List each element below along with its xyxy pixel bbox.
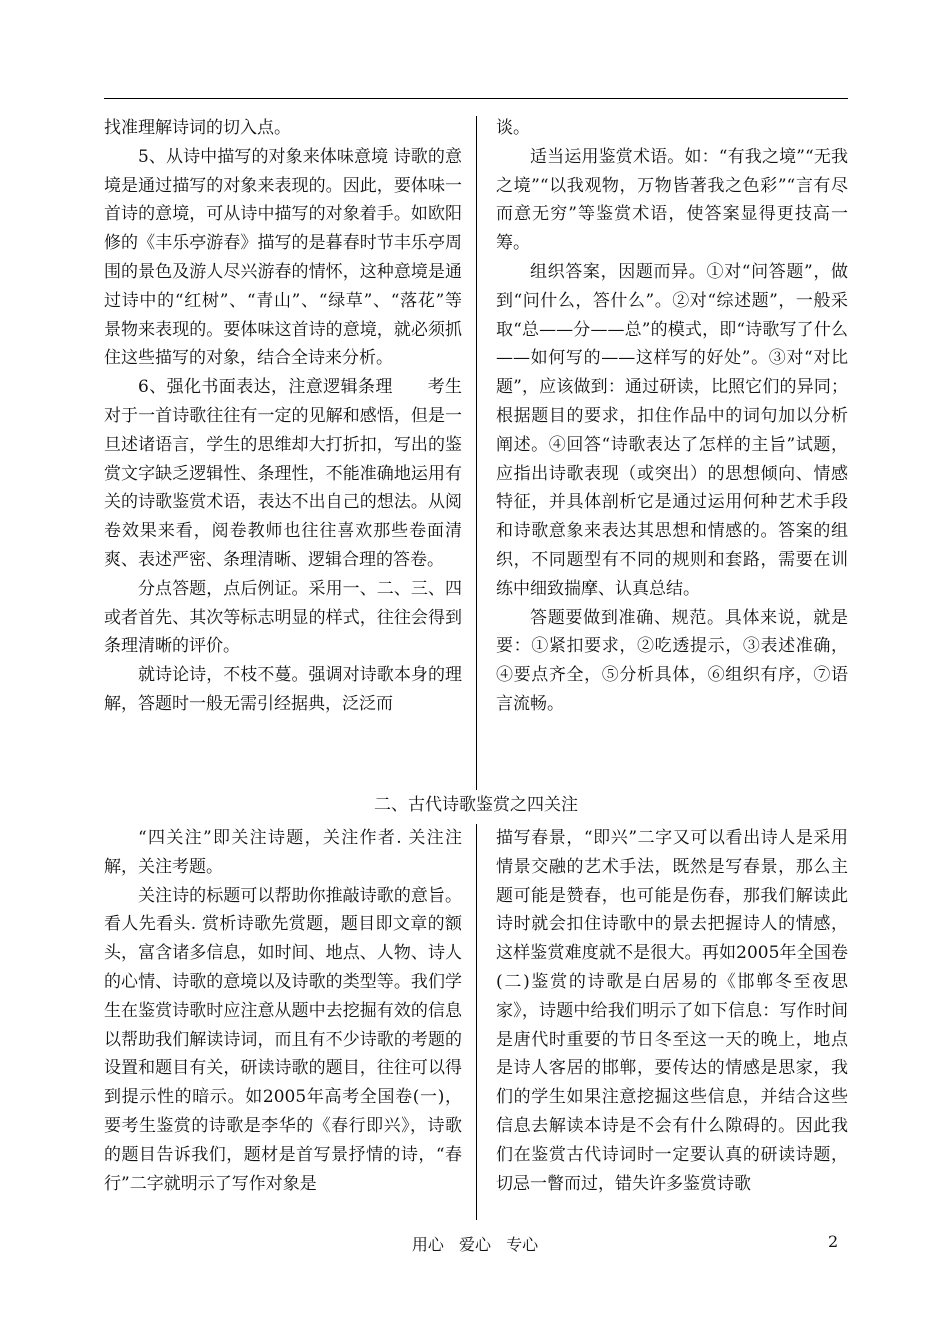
section2-right-column [496,824,848,1198]
paragraph: 适当运用鉴赏术语。如：“有我之境”“无我之境”“以我观物，万物皆著我之色彩”“言有尽而意无穷”等鉴赏术语，使答案显得更技高一筹。 [496,146,848,254]
column-divider [476,824,477,1220]
section1-right-column [496,114,848,719]
paragraph: 答题要做到准确、规范。具体来说，就是要：①紧扣要求，②吃透提示，③表述准确，④要点齐全，⑤分析具体，⑥组织有序，⑦语言流畅。 [496,607,848,714]
paragraph: 组织答案，因题而异。①对“问答题”，做到“问什么，答什么”。②对“综述题”，一般采取“总——分——总”的模式，即“诗歌写了什么——如何写的——这样写的好处”。③对“对比题”，应该做到：通过研读，比照它们的异同；根据题目的要求，扣住作品中的词句加以分析阐述。④回答“诗歌表达了怎样的主旨”试题，应指出诗歌表现（或突出）的思想倾向、情感特征，并具体剖析它是通过运用何种艺术手段和诗歌意象来表达其思想和情感的。答案的组织，不同题型有不同的规则和套路，需要在训练中细致揣摩、认真总结。 [496,261,848,599]
paragraph: 5、从诗中描写的对象来体味意境 诗歌的意境是通过描写的对象来表现的。因此，要体味一首诗的意境，可从诗中描写的对象着手。如欧阳修的《丰乐亭游春》描写的是暮春时节丰乐亭周围的景色及游人尽兴游春的情怀，这种意境是通过诗中的“红树”、“青山”、“绿草”、“落花”等景物来表现的。要体味这首诗的意境，就必须抓住这些描写的对象，结合全诗来分析。 [104,146,462,369]
paragraph: 谈。 [496,118,530,138]
column-divider [476,116,477,790]
paragraph: 6、强化书面表达，注意逻辑条理 考生对于一首诗歌往往有一定的见解和感悟，但是一旦述诸语言，学生的思维却大打折扣，写出的鉴赏文字缺乏逻辑性、条理性，不能准确地运用有关的诗歌鉴赏术语，表达不出自己的想法。从阅卷效果来看，阅卷教师也往往喜欢那些卷面清爽、表述严密、条理清晰、逻辑合理的答卷。 [104,377,462,570]
paragraph: “四关注”即关注诗题，关注作者. 关注注解，关注考题。 [104,828,462,877]
paragraph: 关注诗的标题可以帮助你推敲诗歌的意旨。看人先看头. 赏析诗歌先赏题，题目即文章的额头，富含诸多信息，如时间、地点、人物、诗人的心情、诗歌的意境以及诗歌的类型等。我们学生在鉴赏诗歌时应注意从题中去挖掘有效的信息以帮助我们解读诗词，而且有不少诗歌的考题的设置和题目有关，研读诗歌的题目，往往可以得到提示性的暗示。如2005年高考全国卷(一)，要考生鉴赏的诗歌是李华的《春行即兴》，诗歌的题目告诉我们，题材是首写景抒情的诗，“春行”二字就明示了写作对象是 [104,885,462,1194]
header-rule [104,98,848,99]
section1-left-column [104,114,462,719]
page-number: 2 [828,1232,839,1251]
paragraph: 就诗论诗，不枝不蔓。强调对诗歌本身的理解，答题时一般无需引经据典，泛泛而 [104,665,462,714]
footer-motto: 用心 爱心 专心 [411,1235,539,1254]
paragraph: 分点答题，点后例证。采用一、二、三、四或者首先、其次等标志明显的样式，往往会得到条理清晰的评价。 [104,578,462,657]
paragraph: 描写春景，“即兴”二字又可以看出诗人是采用情景交融的艺术手法，既然是写春景，那么主题可能是赞春，也可能是伤春，那我们解读此诗时就会扣住诗歌中的景去把握诗人的情感，这样鉴赏难度就不是很大。再如2005年全国卷(二)鉴赏的诗歌是白居易的《邯郸冬至夜思家》，诗题中给我们明示了如下信息：写作时间是唐代时重要的节日冬至这一天的晚上，地点是诗人客居的邯郸，要传达的情感是思家，我们的学生如果注意挖掘这些信息，并结合这些信息去解读本诗是不会有什么隙碍的。因此我们在鉴赏古代诗词时一定要认真的研读诗题，切忌一瞥而过，错失许多鉴赏诗歌 [496,828,848,1194]
section2-left-column [104,824,462,1198]
section-heading: 二、古代诗歌鉴赏之四关注 [374,795,578,815]
paragraph: 找准理解诗词的切入点。 [104,118,291,138]
